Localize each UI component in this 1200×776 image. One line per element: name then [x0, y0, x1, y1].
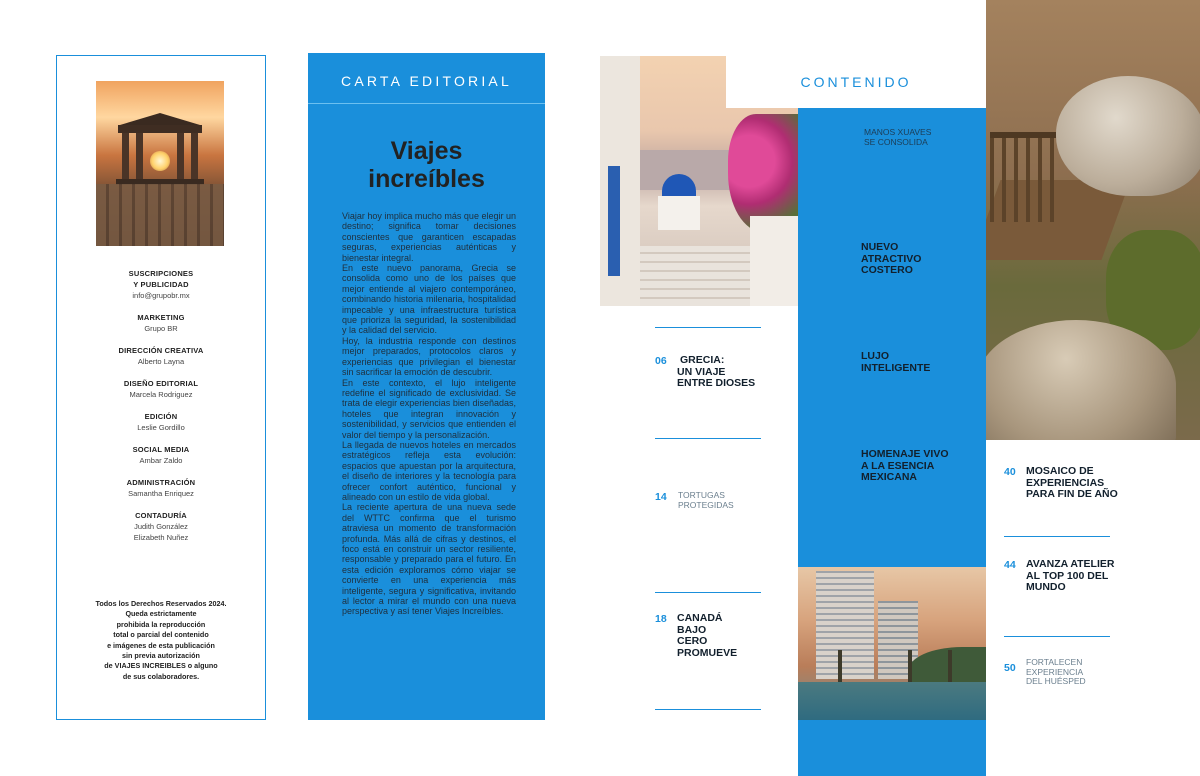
toc-title-line: ATRACTIVO	[861, 252, 922, 265]
toc-divider	[1004, 636, 1110, 637]
credit-name: Elizabeth Nuñez	[133, 533, 189, 542]
credit-role: DIRECCIÓN CREATIVA	[118, 346, 204, 355]
contents-title: CONTENIDO	[800, 74, 912, 90]
white-wall	[750, 216, 798, 306]
toc-title-line: EXPERIENCIA	[1026, 666, 1084, 677]
toc-title-line: PROTEGIDAS	[678, 499, 734, 510]
headline-line: increíbles	[368, 165, 485, 193]
boulder-terrace-photo	[986, 0, 1200, 440]
stone-steps	[640, 246, 750, 306]
credits-list	[57, 268, 265, 554]
rights-line: total o parcial del contenido	[113, 630, 209, 640]
credit-role: CONTADURÍA	[135, 511, 187, 520]
rights-line: sin previa autorización	[122, 651, 200, 661]
credits-panel	[56, 55, 266, 720]
toc-entry-turtles[interactable]	[678, 491, 734, 510]
toc-title-line: LUJO	[861, 350, 890, 362]
toc-title-line: A LA ESENCIA	[861, 459, 935, 472]
credit-creative-direction	[57, 345, 265, 367]
toc-title-line: MEXICANA	[861, 471, 918, 484]
editorial-paragraph: Viajar hoy implica mucho más que elegir un destino; significa tomar decisiones conscientes que garanticen escapadas seguras, experiencias auténticas y bienestar integral.	[342, 211, 516, 263]
editorial-paragraph: La reciente apertura de una nueva sede del WTTC confirma que el turismo atraviesa un momento de transformación profunda. Más allá de cifras y destinos, el foco está en construir un sector resiliente, responsable y preparado para el futuro. En esta edición exploramos cómo viajar se convierte en una experiencia más inteligente, segura y significativa, invitando al lector a mirar el mundo con una nueva perspectiva y así tener Viajes Increíbles.	[342, 502, 516, 617]
editorial-letter	[308, 53, 545, 720]
toc-title-line: HOMENAJE VIVO	[861, 448, 949, 460]
rights-line: de sus colaboradores.	[122, 671, 200, 681]
hotel-photo	[798, 567, 986, 720]
toc-entry-guest[interactable]	[1026, 658, 1086, 687]
white-church	[658, 196, 700, 230]
toc-title-line: PROMUEVE	[677, 646, 738, 659]
toc-title-line: GRECIA:	[680, 354, 725, 366]
white-wall	[600, 56, 640, 306]
rights-notice	[67, 599, 255, 682]
toc-entry-xuaves[interactable]	[864, 128, 931, 147]
toc-divider	[655, 438, 761, 439]
editorial-paragraph: Hoy, la industria responde con destinos mejor preparados, protocolos claros y experiencias que privilegian el bienestar sin sacrificar la emoción de descubrir.	[342, 335, 516, 378]
editorial-section-title: CARTA EDITORIAL	[341, 73, 512, 89]
credit-role: ADMINISTRACIÓN	[126, 478, 196, 487]
toc-page-number[interactable]: 50	[1004, 662, 1016, 674]
toc-title-line: DEL HUÉSPED	[1026, 676, 1086, 687]
temple-silhouette	[116, 111, 204, 185]
toc-entry-canada[interactable]	[677, 613, 737, 659]
toc-divider	[655, 709, 761, 710]
headline-line: Viajes	[390, 137, 463, 165]
contents-heading	[726, 56, 986, 108]
credit-role: SOCIAL MEDIA	[132, 445, 190, 454]
editorial-paragraph: La llegada de nuevos hoteles en mercados estratégicos refleja esta evolución: espacios que apuestan por la arquitectura, el diseño de interiores y la tecnología para ofrecer confort auténtico, funcional y alineado con un estilo de vida global.	[342, 439, 516, 502]
credit-name: Marcela Rodriguez	[129, 390, 193, 399]
credit-administration	[57, 477, 265, 499]
blue-door	[608, 166, 620, 276]
credit-social-media	[57, 444, 265, 466]
pool	[798, 682, 986, 720]
green-hills	[908, 647, 986, 687]
toc-title-line: NUEVO	[861, 241, 899, 253]
toc-title-line: MOSAICO DE	[1026, 465, 1094, 477]
toc-title-line: PARA FIN DE AÑO	[1026, 488, 1118, 501]
toc-title-line: AVANZA ATELIER	[1026, 558, 1115, 570]
credit-subscriptions	[57, 268, 265, 301]
credit-email[interactable]: info@grupobr.mx	[132, 291, 190, 300]
toc-title-line: FORTALECEN	[1026, 657, 1083, 667]
editorial-paragraph: En este nuevo panorama, Grecia se consolida como uno de los países que mejor entiende al viajero contemporáneo, combinando historia milenaria, hospitalidad impecable y una infraestructura turística que prioriza la seguridad, la sostenibilidad y la calidad del servicio.	[342, 263, 516, 336]
toc-divider	[655, 327, 761, 328]
rights-line: Todos los Derechos Reservados 2024.	[95, 599, 227, 608]
pergola	[990, 132, 1056, 222]
toc-title-line: AL TOP 100 DEL	[1026, 569, 1109, 582]
rights-line: e imágenes de esta publicación	[107, 640, 215, 650]
bougainvillea	[728, 114, 798, 232]
credit-edition	[57, 411, 265, 433]
credit-marketing	[57, 312, 265, 334]
parthenon-photo	[96, 81, 224, 246]
toc-title-line: EXPERIENCIAS	[1026, 476, 1105, 489]
editorial-divider	[308, 103, 545, 104]
toc-page-number[interactable]: 14	[655, 491, 667, 503]
credit-name: Alberto Layna	[137, 357, 185, 366]
credit-role: Y PUBLICIDAD	[133, 280, 189, 289]
toc-divider	[655, 592, 761, 593]
toc-divider	[1004, 536, 1110, 537]
stone-path	[96, 184, 224, 246]
toc-entry-atelier[interactable]	[1026, 559, 1114, 594]
credit-name: Samantha Enriquez	[128, 489, 194, 498]
credit-name: Ambar Zaldo	[139, 456, 183, 465]
toc-entry-coastal[interactable]	[861, 242, 921, 277]
editorial-paragraph: En este contexto, el lujo inteligente redefine el significado de exclusividad. Se trata de elegir experiencias bien diseñadas, hoteles que integran innovación y sostenibilidad, y servicios que entienden el valor del tiempo y la personalización.	[342, 377, 516, 440]
credit-editorial-design	[57, 378, 265, 400]
hotel-tower	[816, 571, 874, 679]
toc-title-line: SE CONSOLIDA	[864, 136, 928, 147]
sun-glow	[150, 151, 170, 171]
editorial-body	[342, 211, 516, 617]
toc-title-line: MANOS XUAVES	[864, 127, 932, 137]
credit-role: DISEÑO EDITORIAL	[123, 379, 199, 388]
rights-line: prohibida la reproducción	[116, 619, 206, 629]
contents-blue-column	[798, 108, 986, 776]
credit-accounting	[57, 510, 265, 543]
credit-role: SUSCRIPCIONES	[128, 269, 194, 278]
toc-entry-greece[interactable]	[677, 355, 767, 390]
toc-page-number[interactable]: 18	[655, 613, 667, 625]
toc-title-line: TORTUGAS	[678, 490, 725, 500]
toc-entry-luxury[interactable]	[861, 351, 930, 374]
boulder	[1056, 76, 1200, 196]
toc-title-line: BAJO	[677, 623, 707, 636]
credit-name: Judith González	[134, 522, 188, 531]
toc-title-line: INTELIGENTE	[861, 361, 931, 374]
toc-page-number[interactable]: 44	[1004, 559, 1016, 571]
toc-title-line: COSTERO	[861, 264, 913, 277]
toc-title-line: MUNDO	[1026, 581, 1066, 594]
toc-entry-mosaic[interactable]	[1026, 466, 1118, 501]
toc-title-line: CANADÁ	[677, 612, 723, 624]
rights-line: de VIAJES INCREIBLES o alguno	[104, 661, 218, 671]
credit-role: EDICIÓN	[144, 412, 178, 421]
credit-role: MARKETING	[137, 313, 185, 322]
toc-page-number[interactable]: 40	[1004, 466, 1016, 478]
toc-title-line: CERO	[677, 635, 708, 648]
editorial-headline	[308, 137, 545, 193]
rights-line: Queda estrictamente	[125, 609, 197, 619]
credit-name: Leslie Gordillo	[137, 423, 185, 432]
toc-page-number[interactable]: 06	[655, 355, 667, 367]
toc-entry-homage[interactable]	[861, 449, 949, 484]
credit-name: Grupo BR	[144, 324, 178, 333]
toc-title-line: ENTRE DIOSES	[677, 377, 756, 390]
toc-title-line: UN VIAJE	[677, 365, 726, 378]
